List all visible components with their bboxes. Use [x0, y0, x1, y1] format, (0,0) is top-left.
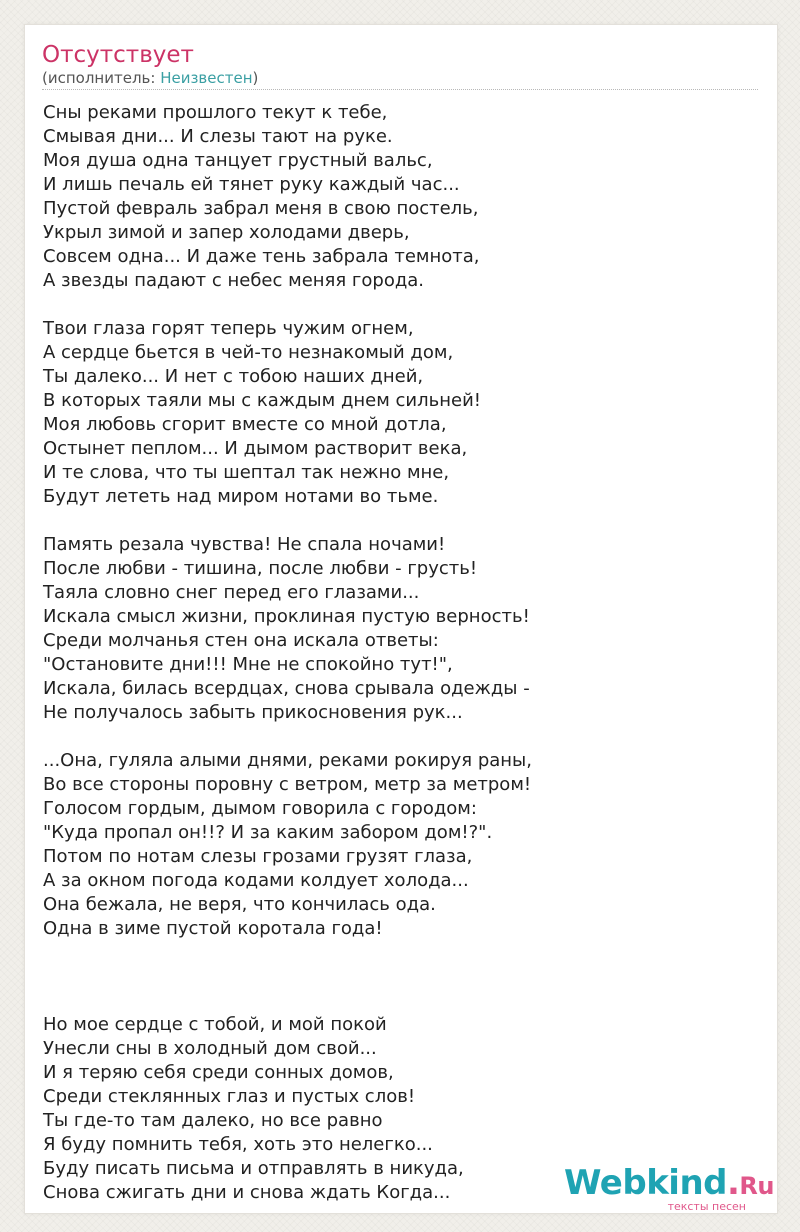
lyrics-stanza: [43, 533, 763, 749]
lyrics-line: Но мое сердце с тобой, и мой покой: [43, 1014, 387, 1035]
lyrics-line: "Куда пропал он!!? И за каким забором дом!?".: [43, 822, 493, 843]
logo-name: Webkind: [564, 1163, 727, 1203]
lyrics-line: Пустой февраль забрал меня в свою постель,: [43, 198, 479, 219]
lyrics-line: Унесли сны в холодный дом свой...: [43, 1038, 377, 1059]
lyrics-line: Среди стеклянных глаз и пустых слов!: [43, 1086, 416, 1107]
lyrics-line: Потом по нотам слезы грозами грузят глаза,: [43, 846, 473, 867]
lyrics-line: Буду писать письма и отправлять в никуда,: [43, 1158, 464, 1179]
lyrics-line: Смывая дни... И слезы тают на руке.: [43, 126, 393, 147]
lyrics-line: Ты далеко... И нет с тобою наших дней,: [43, 366, 424, 387]
lyrics-line: Сны реками прошлого текут к тебе,: [43, 102, 388, 123]
title-divider: [42, 89, 758, 90]
lyrics-line: Одна в зиме пустой коротала года!: [43, 918, 383, 939]
performer-suffix: ): [252, 69, 259, 87]
stanza-gap: [43, 509, 763, 533]
lyrics-line: В которых таяли мы с каждым днем сильней!: [43, 390, 481, 411]
logo-tld: Ru: [739, 1172, 774, 1200]
lyrics-line: Будут лететь над миром нотами во тьме.: [43, 486, 439, 507]
stanza-gap: [43, 293, 763, 317]
lyrics-line: Не получалось забыть прикосновения рук...: [43, 702, 463, 723]
lyrics-line: Во все стороны поровну с ветром, метр за метром!: [43, 774, 532, 795]
lyrics-line: [43, 965, 763, 989]
lyrics-stanza: [43, 101, 763, 317]
lyrics-line: А звезды падают с небес меняя города.: [43, 270, 425, 291]
lyrics-line: И я теряю себя среди сонных домов,: [43, 1062, 394, 1083]
lyrics-line: Моя душа одна танцует грустный вальс,: [43, 150, 433, 171]
lyrics-line: [43, 941, 763, 965]
logo-dot: .: [727, 1163, 740, 1203]
lyrics-line: Моя любовь сгорит вместе со мной дотла,: [43, 414, 447, 435]
stanza-gap: [43, 725, 763, 749]
logo-tagline: тексты песен: [667, 1200, 746, 1213]
lyrics-line: Память резала чувства! Не спала ночами!: [43, 534, 446, 555]
lyrics-line: "Остановите дни!!! Мне не спокойно тут!",: [43, 654, 453, 675]
lyrics-line: Остынет пеплом... И дымом растворит века,: [43, 438, 468, 459]
lyrics-line: Голосом гордым, дымом говорила с городом:: [43, 798, 477, 819]
performer-prefix: (исполнитель:: [42, 69, 161, 87]
lyrics-line: А за окном погода кодами колдует холода...: [43, 870, 469, 891]
lyrics-stanza: [43, 749, 763, 1013]
lyrics-line: После любви - тишина, после любви - грусть!: [43, 558, 478, 579]
performer-line: [42, 68, 258, 88]
lyrics-line: Таяла словно снег перед его глазами...: [43, 582, 420, 603]
lyrics-line: А сердце бьется в чей-то незнакомый дом,: [43, 342, 454, 363]
lyrics-line: Ты где-то там далеко, но все равно: [43, 1110, 383, 1131]
stanza-gap: [43, 989, 763, 1013]
lyrics-line: Она бежала, не веря, что кончилась ода.: [43, 894, 436, 915]
lyrics-body: [43, 101, 763, 1205]
lyrics-line: И лишь печаль ей тянет руку каждый час...: [43, 174, 460, 195]
lyrics-line: Совсем одна... И даже тень забрала темнота,: [43, 246, 480, 267]
lyrics-line: Среди молчанья стен она искала ответы:: [43, 630, 439, 651]
lyrics-line: Искала смысл жизни, проклиная пустую верность!: [43, 606, 530, 627]
lyrics-line: Искала, билась всердцах, снова срывала одежды -: [43, 678, 530, 699]
lyrics-line: Я буду помнить тебя, хоть это нелегко...: [43, 1134, 433, 1155]
lyrics-stanza: [43, 317, 763, 533]
song-title: Отсутствует: [42, 42, 194, 68]
lyrics-line: И те слова, что ты шептал так нежно мне,: [43, 462, 450, 483]
lyrics-line: Твои глаза горят теперь чужим огнем,: [43, 318, 414, 339]
logo-wordmark: [564, 1164, 774, 1205]
performer-link[interactable]: Неизвестен: [160, 69, 253, 87]
lyrics-line: Укрыл зимой и запер холодами дверь,: [43, 222, 410, 243]
lyrics-line: Снова сжигать дни и снова ждать Когда...: [43, 1182, 451, 1203]
lyrics-line: ...Она, гуляла алыми днями, реками рокируя раны,: [43, 750, 532, 771]
site-logo[interactable]: [564, 1164, 774, 1213]
